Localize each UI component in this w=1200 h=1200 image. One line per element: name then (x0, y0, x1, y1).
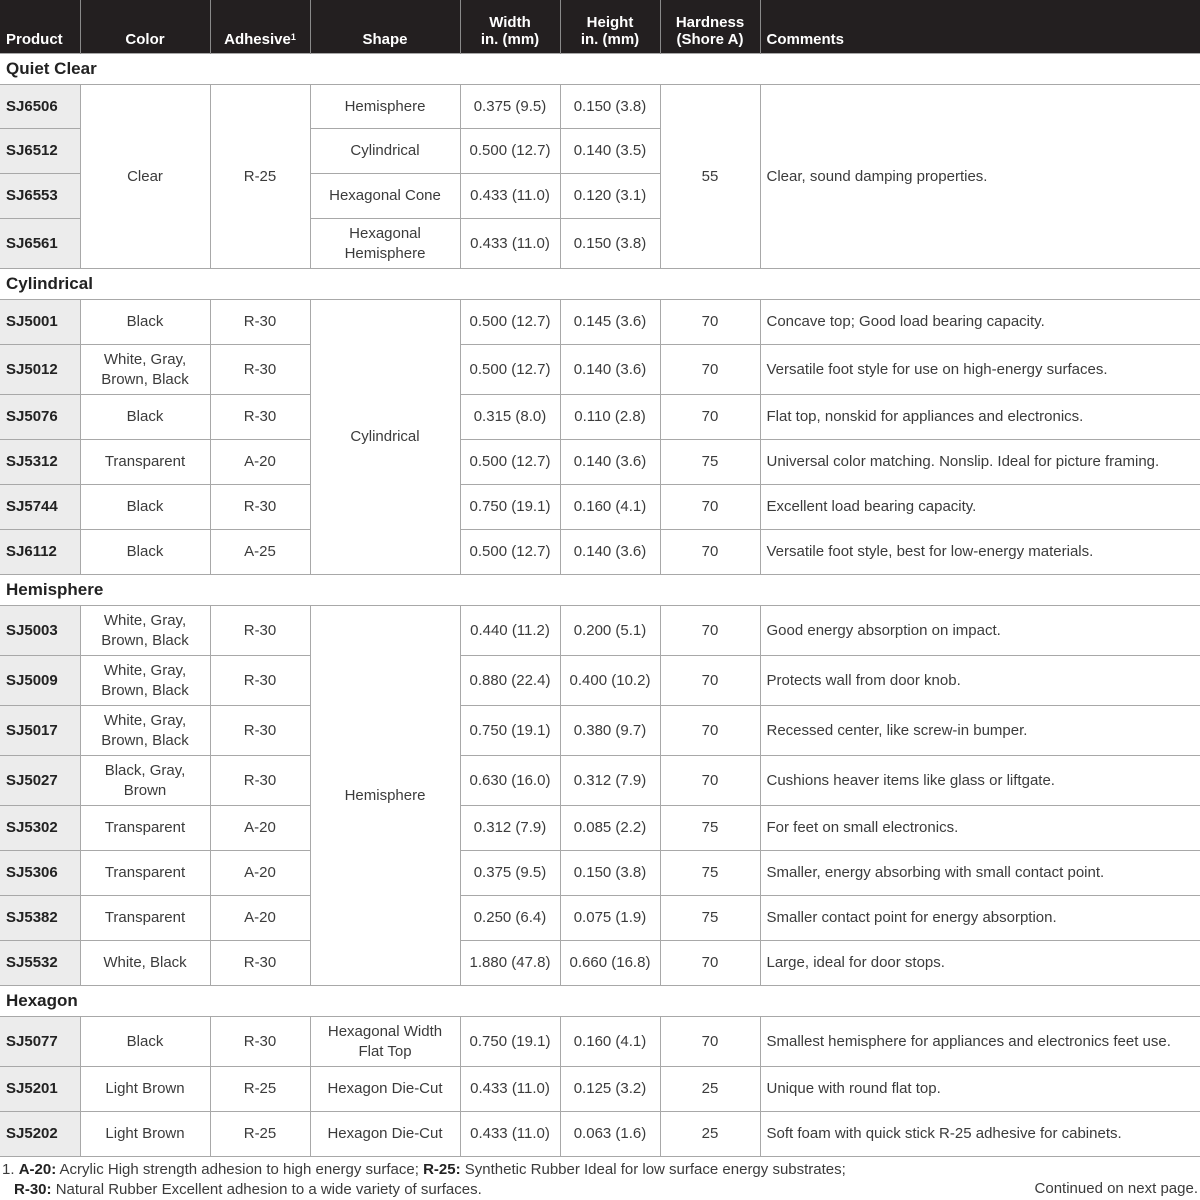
table-row (0, 896, 1200, 941)
height-cell: 0.063 (1.6) (560, 1112, 660, 1157)
hardness-cell: 75 (660, 806, 760, 851)
product-code: SJ6112 (0, 530, 80, 575)
height-cell: 0.150 (3.8) (560, 85, 660, 129)
width-cell: 1.880 (47.8) (460, 941, 560, 986)
adhesive-desc-r30: Natural Rubber Excellent adhesion to a wide variety of surfaces. (55, 1181, 482, 1198)
adhesive-cell: A-25 (210, 530, 310, 575)
color-cell: Light Brown (80, 1112, 210, 1157)
comment-cell: Smaller, energy absorbing with small contact point. (760, 851, 1200, 896)
comment-cell: Versatile foot style, best for low-energy materials. (760, 530, 1200, 575)
table-row (0, 530, 1200, 575)
table-row (0, 300, 1200, 345)
adhesive-desc-a20: Acrylic High strength adhesion to high energy surface; (59, 1161, 419, 1178)
header-hardness: Hardness (Shore A) (660, 0, 760, 54)
hardness-cell: 55 (660, 85, 760, 269)
product-code: SJ5077 (0, 1017, 80, 1067)
shape-cell: Cylindrical (310, 300, 460, 575)
adhesive-cell: R-30 (210, 756, 310, 806)
comment-cell: Smaller contact point for energy absorption. (760, 896, 1200, 941)
adhesive-cell: A-20 (210, 440, 310, 485)
header-width: Width in. (mm) (460, 0, 560, 54)
table-row (0, 756, 1200, 806)
table-row (0, 941, 1200, 986)
continued-note: Continued on next page. (1034, 1180, 1198, 1197)
color-cell: Transparent (80, 806, 210, 851)
adhesive-cell: R-30 (210, 1017, 310, 1067)
table-row (0, 851, 1200, 896)
header-color: Color (80, 0, 210, 54)
table-row (0, 656, 1200, 706)
hardness-cell: 70 (660, 395, 760, 440)
comment-cell: Unique with round flat top. (760, 1067, 1200, 1112)
adhesive-cell: A-20 (210, 896, 310, 941)
footnote-line-2 (0, 1180, 1200, 1200)
height-cell: 0.120 (3.1) (560, 174, 660, 219)
height-cell: 0.140 (3.6) (560, 345, 660, 395)
table-row (0, 1067, 1200, 1112)
table-row (0, 440, 1200, 485)
adhesive-footnote-marker: 1 (290, 32, 296, 42)
comment-cell: Large, ideal for door stops. (760, 941, 1200, 986)
width-cell: 0.750 (19.1) (460, 1017, 560, 1067)
product-code: SJ5306 (0, 851, 80, 896)
color-cell: White, Gray, Brown, Black (80, 606, 210, 656)
width-cell: 0.440 (11.2) (460, 606, 560, 656)
comment-cell: For feet on small electronics. (760, 806, 1200, 851)
hardness-cell: 75 (660, 440, 760, 485)
section-title: Quiet Clear (0, 54, 1200, 85)
height-cell: 0.125 (3.2) (560, 1067, 660, 1112)
header-product: Product (0, 0, 80, 54)
product-code: SJ5532 (0, 941, 80, 986)
shape-cell: Cylindrical (310, 129, 460, 174)
width-cell: 0.500 (12.7) (460, 345, 560, 395)
hardness-cell: 70 (660, 345, 760, 395)
color-cell: Light Brown (80, 1067, 210, 1112)
adhesive-code-r30: R-30: (14, 1181, 52, 1198)
shape-cell: Hemisphere (310, 606, 460, 986)
adhesive-cell: R-25 (210, 1067, 310, 1112)
section-hexagon (0, 986, 1200, 1017)
width-cell: 0.750 (19.1) (460, 485, 560, 530)
color-cell: White, Gray, Brown, Black (80, 345, 210, 395)
comment-cell: Cushions heaver items like glass or liftgate. (760, 756, 1200, 806)
height-cell: 0.312 (7.9) (560, 756, 660, 806)
hardness-cell: 25 (660, 1067, 760, 1112)
shape-cell: Hexagonal Hemisphere (310, 219, 460, 269)
width-cell: 0.750 (19.1) (460, 706, 560, 756)
height-cell: 0.160 (4.1) (560, 1017, 660, 1067)
comment-cell: Clear, sound damping properties. (760, 85, 1200, 269)
table-row (0, 806, 1200, 851)
header-shape: Shape (310, 0, 460, 54)
comment-cell: Flat top, nonskid for appliances and electronics. (760, 395, 1200, 440)
width-cell: 0.433 (11.0) (460, 1112, 560, 1157)
color-cell: Black (80, 1017, 210, 1067)
color-cell: Black (80, 300, 210, 345)
height-cell: 0.150 (3.8) (560, 851, 660, 896)
height-cell: 0.400 (10.2) (560, 656, 660, 706)
adhesive-cell: R-30 (210, 706, 310, 756)
hardness-cell: 70 (660, 300, 760, 345)
product-code: SJ5003 (0, 606, 80, 656)
section-title: Hexagon (0, 986, 1200, 1017)
product-code: SJ5201 (0, 1067, 80, 1112)
height-cell: 0.660 (16.8) (560, 941, 660, 986)
product-code: SJ5744 (0, 485, 80, 530)
adhesive-desc-r25: Synthetic Rubber Ideal for low surface energy substrates; (464, 1161, 846, 1178)
table-row (0, 85, 1200, 129)
height-cell: 0.085 (2.2) (560, 806, 660, 851)
header-adhesive: Adhesive$^1$ (210, 0, 310, 54)
width-cell: 0.375 (9.5) (460, 85, 560, 129)
comment-cell: Recessed center, like screw-in bumper. (760, 706, 1200, 756)
height-cell: 0.150 (3.8) (560, 219, 660, 269)
table-row (0, 1017, 1200, 1067)
product-code: SJ5001 (0, 300, 80, 345)
section-hemisphere (0, 575, 1200, 606)
color-cell: Transparent (80, 851, 210, 896)
width-cell: 0.433 (11.0) (460, 1067, 560, 1112)
adhesive-cell: R-30 (210, 345, 310, 395)
hardness-cell: 70 (660, 656, 760, 706)
hardness-cell: 75 (660, 851, 760, 896)
width-cell: 0.500 (12.7) (460, 129, 560, 174)
product-code: SJ5312 (0, 440, 80, 485)
width-cell: 0.433 (11.0) (460, 174, 560, 219)
product-code: SJ5202 (0, 1112, 80, 1157)
table-row (0, 345, 1200, 395)
height-cell: 0.140 (3.6) (560, 530, 660, 575)
adhesive-cell: R-30 (210, 606, 310, 656)
header-comments: Comments (760, 0, 1200, 54)
hardness-cell: 70 (660, 485, 760, 530)
hardness-cell: 70 (660, 1017, 760, 1067)
adhesive-cell: R-25 (210, 1112, 310, 1157)
width-cell: 0.250 (6.4) (460, 896, 560, 941)
product-code: SJ5076 (0, 395, 80, 440)
table-row (0, 395, 1200, 440)
comment-cell: Soft foam with quick stick R-25 adhesive for cabinets. (760, 1112, 1200, 1157)
height-cell: 0.160 (4.1) (560, 485, 660, 530)
hardness-cell: 70 (660, 530, 760, 575)
comment-cell: Universal color matching. Nonslip. Ideal for picture framing. (760, 440, 1200, 485)
hardness-cell: 70 (660, 756, 760, 806)
product-code: SJ5302 (0, 806, 80, 851)
section-quiet-clear (0, 54, 1200, 85)
width-cell: 0.630 (16.0) (460, 756, 560, 806)
section-cylindrical (0, 269, 1200, 300)
footnote-line-1 (0, 1160, 1200, 1180)
width-cell: 0.315 (8.0) (460, 395, 560, 440)
color-cell: Black (80, 530, 210, 575)
color-cell: Black (80, 395, 210, 440)
adhesive-cell: R-30 (210, 300, 310, 345)
width-cell: 0.500 (12.7) (460, 300, 560, 345)
product-code: SJ6553 (0, 174, 80, 219)
shape-cell: Hexagonal Cone (310, 174, 460, 219)
adhesive-cell: A-20 (210, 851, 310, 896)
product-code: SJ6512 (0, 129, 80, 174)
height-cell: 0.110 (2.8) (560, 395, 660, 440)
width-cell: 0.500 (12.7) (460, 440, 560, 485)
adhesive-cell: R-30 (210, 395, 310, 440)
width-cell: 0.500 (12.7) (460, 530, 560, 575)
header-height: Height in. (mm) (560, 0, 660, 54)
comment-cell: Good energy absorption on impact. (760, 606, 1200, 656)
shape-cell: Hexagon Die-Cut (310, 1112, 460, 1157)
product-code: SJ5027 (0, 756, 80, 806)
adhesive-code-a20: A-20: (18, 1161, 57, 1178)
height-cell: 0.075 (1.9) (560, 896, 660, 941)
height-cell: 0.380 (9.7) (560, 706, 660, 756)
adhesive-cell: A-20 (210, 806, 310, 851)
shape-cell: Hexagonal Width Flat Top (310, 1017, 460, 1067)
product-code: SJ6506 (0, 85, 80, 129)
comment-cell: Protects wall from door knob. (760, 656, 1200, 706)
adhesive-cell: R-30 (210, 941, 310, 986)
hardness-cell: 25 (660, 1112, 760, 1157)
width-cell: 0.312 (7.9) (460, 806, 560, 851)
height-cell: 0.200 (5.1) (560, 606, 660, 656)
shape-cell: Hemisphere (310, 85, 460, 129)
product-code: SJ5012 (0, 345, 80, 395)
comment-cell: Versatile foot style for use on high-energy surfaces. (760, 345, 1200, 395)
color-cell: Black (80, 485, 210, 530)
table-row (0, 706, 1200, 756)
table-header-row (0, 0, 1200, 54)
adhesive-code-r25: R-25: (423, 1161, 461, 1178)
height-cell: 0.145 (3.6) (560, 300, 660, 345)
comment-cell: Concave top; Good load bearing capacity. (760, 300, 1200, 345)
hardness-cell: 70 (660, 941, 760, 986)
product-code: SJ5009 (0, 656, 80, 706)
color-cell: White, Gray, Brown, Black (80, 656, 210, 706)
comment-cell: Excellent load bearing capacity. (760, 485, 1200, 530)
width-cell: 0.433 (11.0) (460, 219, 560, 269)
hardness-cell: 75 (660, 896, 760, 941)
color-cell: Clear (80, 85, 210, 269)
color-cell: Transparent (80, 440, 210, 485)
footnote (0, 1160, 1200, 1200)
footnote-number: 1. (2, 1161, 15, 1178)
height-cell: 0.140 (3.5) (560, 129, 660, 174)
product-code: SJ6561 (0, 219, 80, 269)
adhesive-cell: R-30 (210, 656, 310, 706)
product-code: SJ5382 (0, 896, 80, 941)
section-title: Hemisphere (0, 575, 1200, 606)
hardness-cell: 70 (660, 706, 760, 756)
adhesive-cell: R-30 (210, 485, 310, 530)
hardness-cell: 70 (660, 606, 760, 656)
color-cell: White, Black (80, 941, 210, 986)
product-code: SJ5017 (0, 706, 80, 756)
comment-cell: Smallest hemisphere for appliances and electronics feet use. (760, 1017, 1200, 1067)
shape-cell: Hexagon Die-Cut (310, 1067, 460, 1112)
color-cell: Black, Gray, Brown (80, 756, 210, 806)
width-cell: 0.375 (9.5) (460, 851, 560, 896)
table-row (0, 1112, 1200, 1157)
height-cell: 0.140 (3.6) (560, 440, 660, 485)
adhesive-cell: R-25 (210, 85, 310, 269)
width-cell: 0.880 (22.4) (460, 656, 560, 706)
section-title: Cylindrical (0, 269, 1200, 300)
color-cell: Transparent (80, 896, 210, 941)
table-row (0, 606, 1200, 656)
table-row (0, 485, 1200, 530)
color-cell: White, Gray, Brown, Black (80, 706, 210, 756)
